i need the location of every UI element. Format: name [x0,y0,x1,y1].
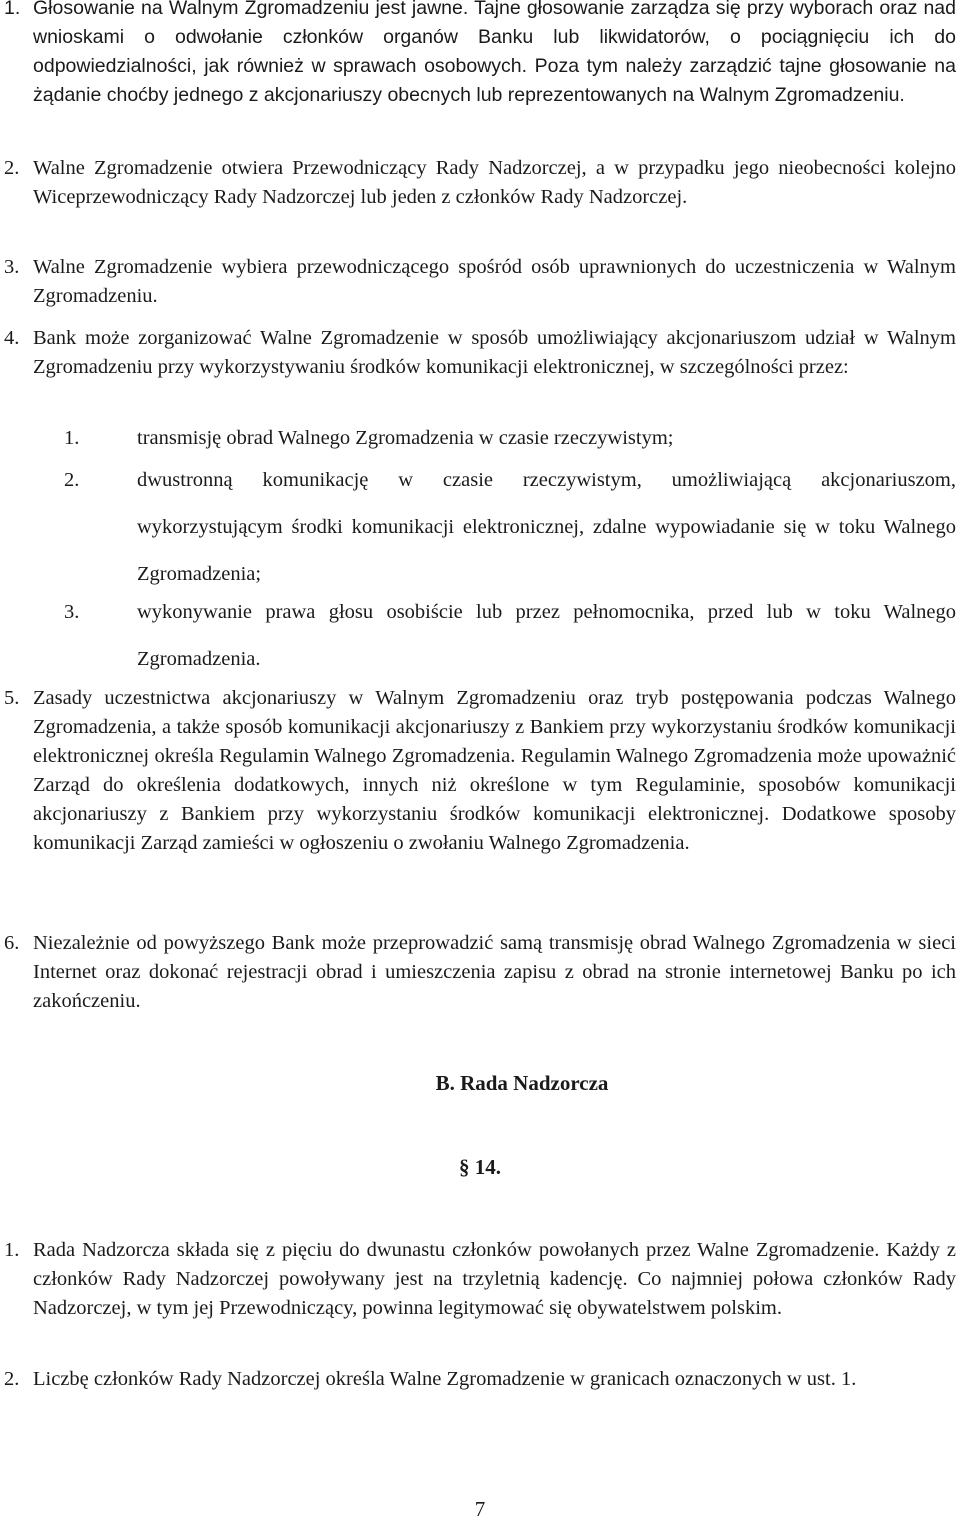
paragraph-text: Liczbę członków Rady Nadzorczej określa Walne Zgromadzenie w granicach oznaczonych w ust. 1. [33,1368,857,1390]
paragraph-number: 5. [4,687,20,709]
paragraph-text: Bank może zorganizować Walne Zgromadzenie w sposób umożliwiający akcjonariuszom udział w Walnym Zgromadzeniu przy wykorzystywaniu środków komunikacji elektronicznej, w szczególności przez: [33,327,956,378]
list-item-text: dwustronną komunikację w czasie rzeczywistym, umożliwiającą akcjonariuszom, wykorzystującym środki komunikacji elektronicznej, zdalne wypowiadanie się w toku Walnego Zgromadzenia; [137,469,956,585]
paragraph-text: Głosowanie na Walnym Zgromadzeniu jest jawne. Tajne głosowanie zarządza się przy wyborach oraz nad wnioskami o odwołanie członków organów Banku lub likwidatorów, o pociągnięciu ich do odpowiedzialności, jak również w sprawach osobowych. Poza tym należy zarządzić tajne głosowanie na żądanie choćby jednego z akcjonariuszy obecnych lub reprezentowanych na Walnym Zgromadzeniu. [33,0,956,106]
section-heading: B. Rada Nadzorcza [435,1071,609,1095]
list-item-number: 2. [64,469,80,491]
paragraph-6 [4,929,956,1016]
section14-paragraph-2 [4,1365,956,1394]
paragraph-text: Zasady uczestnictwa akcjonariuszy w Walnym Zgromadzeniu oraz tryb postępowania podczas Walnego Zgromadzenia, a także sposób komunikacji akcjonariuszy z Bankiem przy wykorzystaniu środków komunikacji elektronicznej określa Regulamin Walnego Zgromadzenia. Regulamin Walnego Zgromadzenia może upoważnić Zarząd do określenia dodatkowych, innych niż określone w tym Regulaminie, sposobów komunikacji akcjonariuszy z Bankiem przy wykorzystaniu środków komunikacji elektronicznej. Dodatkowe sposoby komunikacji Zarząd zamieści w ogłoszeniu o zwołaniu Walnego Zgromadzenia. [33,687,956,854]
list-item-1 [64,415,956,462]
paragraph-number: 2. [4,157,20,179]
paragraph-heading: § 14. [459,1155,501,1179]
list-item-3 [64,589,956,683]
paragraph-text: Niezależnie od powyższego Bank może przeprowadzić samą transmisję obrad Walnego Zgromadzenia w sieci Internet oraz dokonać rejestracji obrad i umieszczenia zapisu z obrad na stronie internetowej Banku po ich zakończeniu. [33,932,956,1012]
paragraph-number: 3. [4,256,20,278]
list-item-number: 3. [64,601,80,623]
paragraph-number: 4. [4,327,20,349]
paragraph-1 [4,0,956,110]
paragraph-number: 6. [4,932,20,954]
paragraph-text: Walne Zgromadzenie wybiera przewodniczącego spośród osób uprawnionych do uczestniczenia w Walnym Zgromadzeniu. [33,256,956,307]
paragraph-number: 2. [4,1368,20,1390]
paragraph-number: 1. [4,1239,20,1261]
paragraph-text: Rada Nadzorcza składa się z pięciu do dwunastu członków powołanych przez Walne Zgromadzenie. Każdy z członków Rady Nadzorczej powoływany jest na trzyletnią kadencję. Co najmniej połowa członków Rady Nadzorczej, w tym jej Przewodniczący, powinna legitymować się obywatelstwem polskim. [33,1239,956,1319]
list-item-2 [64,457,956,598]
paragraph-2 [4,154,956,212]
list-item-text: transmisję obrad Walnego Zgromadzenia w czasie rzeczywistym; [137,427,674,449]
paragraph-number: 1. [4,0,21,19]
paragraph-5 [4,684,956,858]
page-number: 7 [474,1497,486,1521]
list-item-number: 1. [64,427,80,449]
list-item-text: wykonywanie prawa głosu osobiście lub przez pełnomocnika, przed lub w toku Walnego Zgromadzenia. [137,601,956,670]
paragraph-text: Walne Zgromadzenie otwiera Przewodniczący Rady Nadzorczej, a w przypadku jego nieobecności kolejno Wiceprzewodniczący Rady Nadzorczej lub jeden z członków Rady Nadzorczej. [33,157,956,208]
paragraph-3 [4,253,956,311]
section14-paragraph-1 [4,1236,956,1323]
paragraph-4 [4,324,956,382]
